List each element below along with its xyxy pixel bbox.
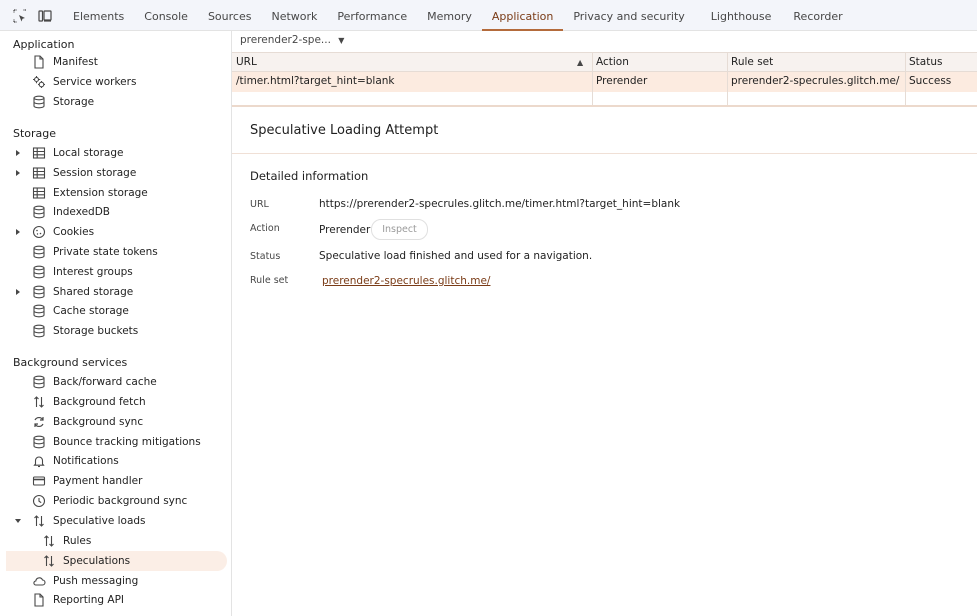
panel-tabs [63,0,853,31]
status-value: Speculative load finished and used for a navigation. [319,250,593,262]
updown-arrows-icon [42,554,56,568]
sidebar-item-label: Push messaging [53,574,139,587]
sidebar-item-extension-storage[interactable] [6,183,226,203]
sidebar-item-background-fetch[interactable] [6,392,226,412]
sidebar-item-storage[interactable] [6,92,226,112]
detail-section-title: Detailed information [250,169,369,183]
grid-header [232,53,977,72]
tab-recorder[interactable]: Recorder [793,10,843,23]
action-value: Prerender [319,224,371,236]
tab-application[interactable]: Application [482,0,563,31]
sidebar-item-label: Manifest [53,56,98,68]
sidebar-item-indexeddb[interactable] [6,202,226,222]
sidebar-item-label: Service workers [53,76,137,88]
expand-down-icon[interactable] [14,517,22,525]
sidebar-item-service-workers[interactable] [6,72,226,92]
cookie-icon [32,225,46,239]
row-action: Prerender [596,75,648,87]
tab-network[interactable]: Network [271,10,318,23]
bell-icon [32,454,46,468]
sidebar-item-shared-storage[interactable] [6,282,226,302]
sidebar-item-reporting-api[interactable] [6,590,226,610]
column-divider [592,53,593,105]
tab-performance[interactable]: Performance [337,10,408,23]
tab-memory[interactable]: Memory [427,10,472,23]
grid-resize-handle[interactable] [232,105,977,107]
table-icon [32,166,46,180]
column-header-rule-set[interactable]: Rule set [731,56,774,68]
sidebar-item-session-storage[interactable] [6,163,226,183]
sidebar-item-label: Rules [63,534,92,547]
devtools-tab-bar [0,0,977,31]
ruleset-filter-value: prerender2-spe... [240,34,331,46]
sidebar-item-bounce-tracking-mitigations[interactable] [6,432,226,452]
sidebar-item-local-storage[interactable] [6,143,226,163]
sidebar-item-manifest[interactable] [6,52,226,72]
table-icon [32,186,46,200]
sidebar-item-label: Background sync [53,415,144,428]
row-url: /timer.html?target_hint=blank [236,75,395,87]
speculations-grid [232,52,977,106]
sidebar-item-label: Cookies [53,226,95,239]
updown-arrows-icon [32,514,46,528]
table-row[interactable] [232,72,977,92]
cloud-icon [32,574,46,588]
sidebar-item-label: IndexedDB [53,206,110,219]
expand-right-icon[interactable] [14,149,22,157]
card-icon [32,474,46,488]
dropdown-arrow-icon: ▼ [338,36,345,45]
sidebar-item-label: Payment handler [53,475,143,488]
database-icon [32,324,46,338]
row-status: Success [909,75,952,87]
sidebar-item-label: Local storage [53,147,124,159]
sidebar-item-private-state-tokens[interactable] [6,242,226,262]
rule-set-link[interactable]: prerender2-specrules.glitch.me/ [322,275,491,287]
column-header-status[interactable]: Status [909,56,943,68]
rule-set-key: Rule set [250,275,289,286]
sidebar-item-label: Speculations [63,554,131,567]
sidebar-item-label: Storage buckets [53,325,139,338]
action-key: Action [250,223,280,234]
sidebar-item-label: Back/forward cache [53,376,157,388]
tab-console[interactable]: Console [144,10,188,23]
sidebar-item-back-forward-cache[interactable] [6,372,226,392]
ruleset-filter-bar [232,31,977,52]
row-rule-set: prerender2-specrules.glitch.me/ [731,75,900,87]
database-icon [32,304,46,318]
column-header-action[interactable]: Action [596,56,629,68]
database-icon [32,285,46,299]
url-key: URL [250,199,269,210]
database-icon [32,265,46,279]
status-key: Status [250,251,281,262]
sidebar-item-background-sync[interactable] [6,412,226,432]
expand-right-icon[interactable] [14,169,22,177]
sidebar-item-label: Private state tokens [53,246,158,258]
tab-sources[interactable]: Sources [207,10,252,23]
database-icon [32,95,46,109]
document-icon [32,593,46,607]
device-toolbar-icon[interactable] [38,9,52,23]
sidebar-item-label: Interest groups [53,265,133,278]
sidebar-item-notifications[interactable] [6,451,226,471]
column-divider [727,53,728,105]
detail-title: Speculative Loading Attempt [250,123,439,138]
tab-privacy-and-security[interactable]: Privacy and security [573,10,685,23]
url-value: https://prerender2-specrules.glitch.me/timer.html?target_hint=blank [319,198,681,210]
sidebar-item-label: Reporting API [53,594,124,607]
database-icon [32,245,46,259]
sidebar-item-speculative-loads[interactable] [6,511,226,531]
column-url-label: URL [236,56,257,68]
sidebar-item-label: Storage [53,96,95,108]
updown-arrows-icon [42,534,56,548]
sidebar-item-label: Cache storage [53,305,129,318]
sidebar-item-label: Periodic background sync [53,495,188,508]
column-header-url[interactable] [232,53,592,72]
updown-arrows-icon [32,395,46,409]
sidebar-item-label: Session storage [53,166,137,179]
ruleset-filter-select[interactable] [240,34,344,46]
sidebar-item-label: Bounce tracking mitigations [53,435,201,448]
tab-lighthouse[interactable]: Lighthouse [710,10,772,23]
column-divider [905,53,906,105]
section-title-storage: Storage [13,127,57,140]
sidebar-item-speculations[interactable] [6,551,227,571]
speculations-panel [232,31,977,616]
inspect-button[interactable]: Inspect [371,219,428,240]
sidebar-item-periodic-background-sync[interactable] [6,491,226,511]
expand-right-icon[interactable] [14,228,22,236]
sidebar-item-payment-handler[interactable] [6,471,226,491]
table-icon [32,146,46,160]
database-icon [32,375,46,389]
database-icon [32,205,46,219]
expand-right-icon[interactable] [14,288,22,296]
sidebar-item-label: Speculative loads [53,514,146,527]
sidebar-item-label: Extension storage [53,186,148,199]
sidebar-item-push-messaging[interactable] [6,571,226,591]
section-title-application: Application [13,38,75,51]
database-icon [32,435,46,449]
sidebar-item-cookies[interactable] [6,222,226,242]
sidebar-item-label: Notifications [53,455,119,468]
sidebar-item-interest-groups[interactable] [6,262,226,282]
sidebar-item-storage-buckets[interactable] [6,321,226,341]
section-title-background-services: Background services [13,356,128,369]
divider [232,153,977,154]
clock-icon [32,494,46,508]
document-icon [32,55,46,69]
sidebar-item-label: Shared storage [53,285,134,298]
sort-ascending-icon: ▲ [577,58,584,67]
sync-icon [32,415,46,429]
sidebar-item-rules[interactable] [6,531,226,551]
inspect-element-icon[interactable] [13,9,27,23]
gears-icon [32,75,46,89]
application-sidebar [0,31,232,616]
sidebar-item-label: Background fetch [53,395,146,408]
sidebar-item-cache-storage[interactable] [6,301,226,321]
tab-elements[interactable]: Elements [73,10,125,23]
